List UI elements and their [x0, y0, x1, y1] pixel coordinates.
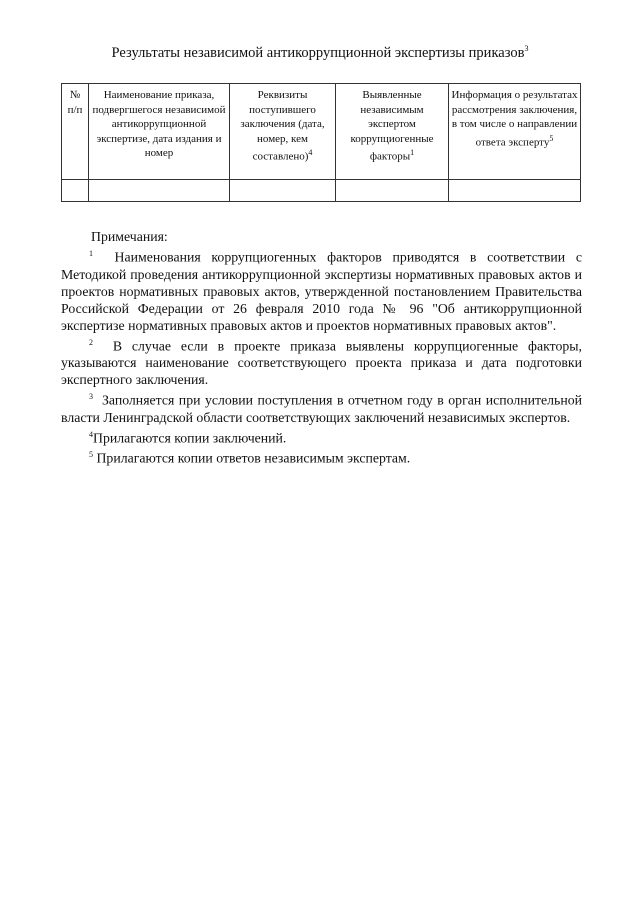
title-footnote-ref: 3 [524, 44, 529, 53]
note-item: $^4$Прилагаются копии заключений. [89, 429, 287, 446]
header-cell-review-info: Информация о результатах рассмотрения заключения, в том числе о направлении ответа эксперту$^5$ [449, 84, 581, 180]
title-text: Результаты независимой антикоррупционной экспертизы приказов [111, 44, 525, 61]
notes-section [61, 228, 582, 467]
header-cell-order-name: Наименование приказа, подвергшегося независимой антикоррупционной экспертизе, дата издания и номер [89, 84, 230, 180]
table-cell [62, 180, 89, 202]
note-item: $^2$ В случае если в проекте приказа выявлены коррупциогенные факторы, указываются наименование соответствующего проекта приказа и дата подготовки экспертного заключения. [61, 337, 582, 388]
note-item: $^3$ Заполняется при условии поступления в отчетном году в орган исполнительной власти Ленинградской области соответствующих заключений независимых экспертов. [61, 392, 582, 425]
table-header-row [62, 84, 581, 180]
results-table [61, 83, 581, 202]
header-cell-conclusion-details: Реквизиты поступившего заключения (дата, номер, кем составлено)$^4$ [230, 84, 336, 180]
table-cell [449, 180, 581, 202]
note-item: $^5$ Прилагаются копии ответов независимым экспертам. [89, 450, 411, 466]
table-cell [89, 180, 230, 202]
note-item: $^1$ Наименования коррупциогенных факторов приводятся в соответствии с Методикой проведения антикоррупционной экспертизы нормативных правовых актов и проектов нормативных правовых актов, утвержденной постановлением Правительства Российской Федерации от 26 февраля 2010 года № 96 "Об антикоррупционной экспертизе нормативных правовых актов и проектов нормативных правовых актов". [61, 249, 582, 333]
table-cell [336, 180, 449, 202]
document-title [0, 44, 640, 62]
notes-heading: Примечания: [91, 229, 168, 244]
table-row [62, 180, 581, 202]
header-cell-corruption-factors: Выявленные независимым экспертом коррупциогенные факторы$^1$ [336, 84, 449, 180]
table-cell [230, 180, 336, 202]
header-cell-number: № п/п [62, 84, 89, 180]
